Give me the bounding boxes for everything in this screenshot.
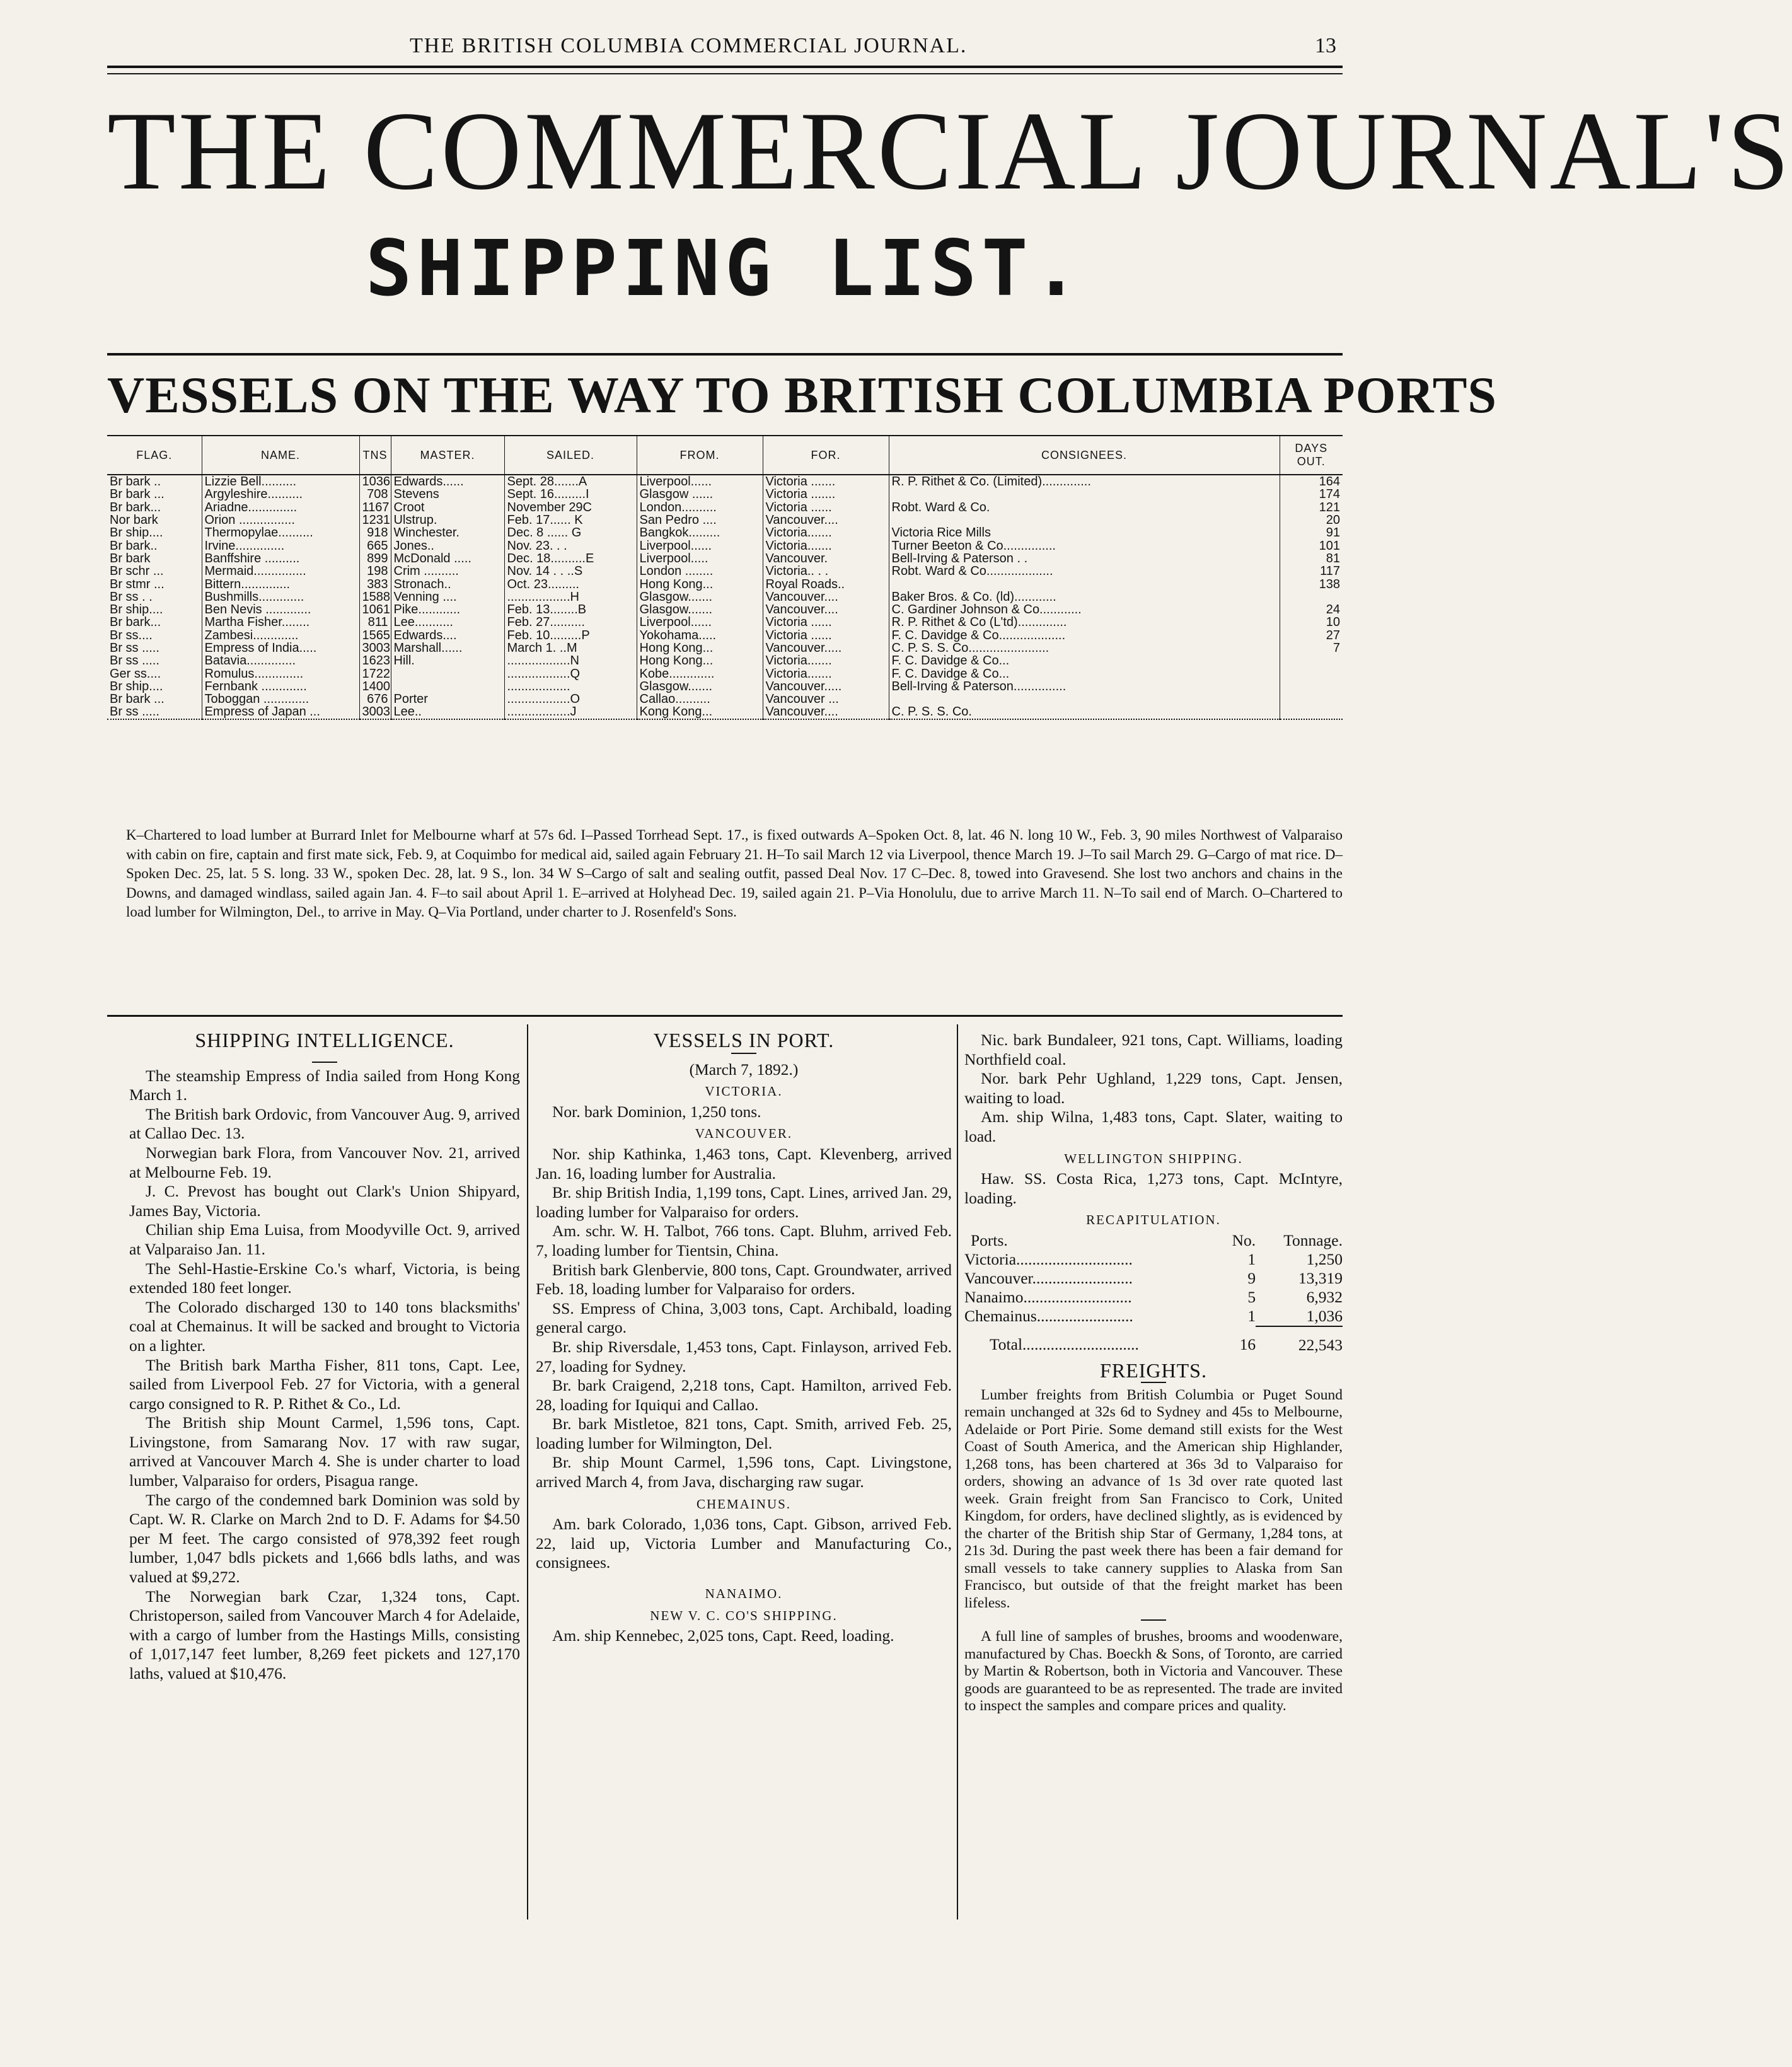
- cell-sailed: November 29C: [504, 501, 637, 514]
- cell-sailed: March 1. ..M: [504, 642, 637, 654]
- cell-flag: Br bark ...: [110, 692, 165, 707]
- cell-name: Zambesi.............: [202, 629, 359, 642]
- cell-for: Vancouver....: [763, 705, 889, 719]
- cell-for: Victoria.......: [763, 539, 889, 552]
- cell-name: Ben Nevis .............: [202, 603, 359, 616]
- recap-count: 1: [1247, 1307, 1256, 1326]
- table-row: [107, 577, 1343, 590]
- cell-from: Kong Kong...: [637, 705, 763, 719]
- cell-tons: 811: [359, 616, 391, 628]
- cell-tons: 1588: [359, 591, 391, 603]
- cell-sailed: Oct. 23.........: [504, 577, 637, 590]
- vessel-entry: Br. ship Riversdale, 1,453 tons, Capt. Finlayson, arrived Feb. 27, loading for Sydney.: [536, 1337, 952, 1375]
- table-row: [107, 552, 1343, 565]
- vessel-entry: Haw. SS. Costa Rica, 1,273 tons, Capt. McIntyre, loading.: [964, 1169, 1343, 1207]
- shipping-list-title: SHIPPING LIST.: [365, 224, 1085, 313]
- table-row: [107, 629, 1343, 642]
- cell-sailed: Feb. 10.........P: [504, 629, 637, 642]
- cell-master: Crim ..........: [391, 565, 504, 577]
- news-item: The cargo of the condemned bark Dominion was sold by Capt. W. R. Clarke on March 2nd to D. F. Adams for $4.50 per M feet. The cargo consisted of 978,392 feet rough lumber, 1,047 bdls pickets and 1,666 bdls laths, and was valued at $9,272.: [129, 1490, 520, 1587]
- cell-flag: Br ship....: [110, 679, 163, 693]
- cell-flag: Br bark...: [110, 500, 161, 514]
- cell-from: Glasgow.......: [637, 603, 763, 616]
- separator-rule: [1141, 1619, 1166, 1621]
- cell-sailed: Sept. 16.........I: [504, 488, 637, 501]
- cell-days-out: [1280, 654, 1343, 667]
- table-row: [107, 539, 1343, 552]
- cell-consignees: F. C. Davidge & Co...: [889, 654, 1280, 667]
- cell-name: Batavia..............: [202, 654, 359, 667]
- col-days-out: DAYS OUT.: [1280, 436, 1343, 475]
- cell-days-out: 121: [1280, 501, 1343, 514]
- cell-for: Vancouver....: [763, 591, 889, 603]
- running-head-title: THE BRITISH COLUMBIA COMMERCIAL JOURNAL.: [410, 34, 968, 57]
- vessel-entry: Br. ship Mount Carmel, 1,596 tons, Capt. Livingstone, arrived March 4, from Java, discharging raw sugar.: [536, 1453, 952, 1491]
- table-row: [107, 616, 1343, 628]
- cell-consignees: [889, 514, 1280, 526]
- cell-days-out: 7: [1280, 642, 1343, 654]
- cell-tons: 1167: [359, 501, 391, 514]
- brushes-notice: A full line of samples of brushes, brooms and woodenware, manufactured by Chas. Boeckh & Sons, of Toronto, are carried by Martin & Robertson, both in Victoria and Vancouver. These goods are guaranteed to be as represented. The trade are invited to inspect the samples and compare prices and quality.: [964, 1628, 1343, 1715]
- col-name: NAME.: [202, 436, 359, 475]
- cell-from: Liverpool......: [637, 539, 763, 552]
- cell-flag: Br ss .....: [110, 654, 159, 668]
- recap-count: 1: [1247, 1249, 1256, 1268]
- cell-sailed: ..................H: [504, 591, 637, 603]
- col-for: FOR.: [763, 436, 889, 475]
- cell-days-out: 101: [1280, 539, 1343, 552]
- cell-days-out: [1280, 680, 1343, 693]
- cell-from: Kobe.............: [637, 667, 763, 680]
- cell-for: Victoria.. . .: [763, 565, 889, 577]
- recap-row: [964, 1269, 1343, 1288]
- cell-flag: Br bark: [110, 551, 151, 565]
- vessels-table: [107, 435, 1343, 720]
- cell-days-out: 117: [1280, 565, 1343, 577]
- notes-rule: [107, 1015, 1343, 1017]
- recap-row: [964, 1307, 1343, 1326]
- cell-consignees: C. P. S. S. Co.......................: [889, 642, 1280, 654]
- table-row: [107, 705, 1343, 719]
- cell-sailed: ..................N: [504, 654, 637, 667]
- vessel-entry: Nic. bark Bundaleer, 921 tons, Capt. Williams, loading Northfield coal.: [964, 1031, 1343, 1068]
- cell-tons: 1036: [359, 475, 391, 488]
- news-item: The British ship Mount Carmel, 1,596 tons, Capt. Livingstone, from Samarang Nov. 17 with raw sugar, arrived at Vancouver March 4. She is under charter to load lumber, Valparaiso for orders, Pisagua range.: [129, 1413, 520, 1490]
- col-consignees: CONSIGNEES.: [889, 436, 1280, 475]
- recap-total-tonnage: 22,543: [1298, 1335, 1343, 1354]
- cell-name: Orion ................: [202, 514, 359, 526]
- cell-tons: 1623: [359, 654, 391, 667]
- col-sailed: SAILED.: [504, 436, 637, 475]
- recap-row: [964, 1250, 1343, 1269]
- cell-name: Martha Fisher........: [202, 616, 359, 628]
- recapitulation-heading: RECAPITULATION.: [1086, 1212, 1221, 1228]
- vessel-entry: Am. ship Wilna, 1,483 tons, Capt. Slater, waiting to load.: [964, 1108, 1343, 1145]
- column-rule-1: [527, 1024, 528, 1919]
- cell-name: Romulus..............: [202, 667, 359, 680]
- cell-days-out: [1280, 705, 1343, 719]
- cell-master: [391, 680, 504, 693]
- cell-for: Vancouver.: [763, 552, 889, 565]
- cell-for: Vancouver....: [763, 603, 889, 616]
- cell-master: Edwards....: [391, 629, 504, 642]
- cell-tons: 1400: [359, 680, 391, 693]
- cell-name: Bittern..............: [202, 577, 359, 590]
- cell-flag: Nor bark: [110, 513, 158, 528]
- cell-sailed: ..................J: [504, 705, 637, 719]
- cell-flag: Br ship....: [110, 603, 163, 617]
- freights-title: FREIGHTS.: [1100, 1358, 1207, 1382]
- cell-tons: 383: [359, 577, 391, 590]
- recap-col-ports: Ports.: [971, 1230, 1008, 1249]
- title-rule: [731, 1053, 756, 1054]
- recap-port: Nanaimo...........................: [964, 1287, 1132, 1306]
- cell-days-out: 24: [1280, 603, 1343, 616]
- cell-master: Marshall......: [391, 642, 504, 654]
- vessel-entry: Nor. bark Pehr Ughland, 1,229 tons, Capt. Jensen, waiting to load.: [964, 1069, 1343, 1107]
- cell-from: London ........: [637, 565, 763, 577]
- news-item: The British bark Ordovic, from Vancouver Aug. 9, arrived at Callao Dec. 13.: [129, 1104, 520, 1143]
- table-row: [107, 693, 1343, 705]
- cell-for: Vancouver.....: [763, 680, 889, 693]
- table-row: [107, 514, 1343, 526]
- victoria-heading: VICTORIA.: [705, 1084, 783, 1099]
- news-item: Norwegian bark Flora, from Vancouver Nov. 21, arrived at Melbourne Feb. 19.: [129, 1143, 520, 1181]
- table-row: [107, 654, 1343, 667]
- cell-days-out: 81: [1280, 552, 1343, 565]
- vessel-entry: Br. bark Craigend, 2,218 tons, Capt. Hamilton, arrived Feb. 28, loading for Iquiqui and Callao.: [536, 1376, 952, 1414]
- cell-consignees: Robt. Ward & Co.: [889, 501, 1280, 514]
- shipping-intelligence-column: [129, 1031, 520, 1684]
- vessel-entry: British bark Glenbervie, 800 tons, Capt. Groundwater, arrived Feb. 18, loading lumber for Valparaiso for orders.: [536, 1260, 952, 1299]
- news-item: The steamship Empress of India sailed from Hong Kong March 1.: [129, 1066, 520, 1104]
- cell-flag: Br ss....: [110, 628, 153, 642]
- cell-sailed: ..................Q: [504, 667, 637, 680]
- cell-consignees: R. P. Rithet & Co (L'td)..............: [889, 616, 1280, 628]
- cell-consignees: Robt. Ward & Co...................: [889, 565, 1280, 577]
- cell-for: Vancouver ...: [763, 693, 889, 705]
- cell-from: Liverpool......: [637, 616, 763, 628]
- cell-for: Royal Roads..: [763, 577, 889, 590]
- cell-for: Victoria.......: [763, 526, 889, 539]
- table-header-row: [107, 436, 1343, 475]
- recap-total-label: Total.............................: [990, 1335, 1139, 1354]
- cell-name: Thermopylae..........: [202, 526, 359, 539]
- cell-consignees: [889, 488, 1280, 501]
- recap-tonnage: 1,250: [1306, 1249, 1343, 1268]
- masthead: THE COMMERCIAL JOURNAL'S: [107, 88, 1792, 213]
- recap-total-count: 16: [1239, 1335, 1256, 1354]
- cell-consignees: C. Gardiner Johnson & Co............: [889, 603, 1280, 616]
- news-item: The Norwegian bark Czar, 1,324 tons, Capt. Christoperson, sailed from Vancouver March 4 for Adelaide, with a cargo of lumber from the Hastings Mills, consisting of 1,017,147 feet lumber, 8,269 feet pickets and 127,170 laths, valued at $10,476.: [129, 1587, 520, 1682]
- right-column: [964, 1031, 1343, 1715]
- cell-for: Victoria ......: [763, 501, 889, 514]
- cell-name: Fernbank .............: [202, 680, 359, 693]
- cell-master: Edwards......: [391, 475, 504, 488]
- col-master: MASTER.: [391, 436, 504, 475]
- cell-master: Stronach..: [391, 577, 504, 590]
- cell-master: Pike............: [391, 603, 504, 616]
- cell-name: Bushmills.............: [202, 591, 359, 603]
- cell-sailed: ..................: [504, 680, 637, 693]
- cell-name: Toboggan .............: [202, 693, 359, 705]
- cell-consignees: Turner Beeton & Co...............: [889, 539, 1280, 552]
- cell-master: Lee...........: [391, 616, 504, 628]
- shipping-intelligence-title: SHIPPING INTELLIGENCE.: [195, 1029, 454, 1051]
- cell-name: Irvine..............: [202, 539, 359, 552]
- news-item: The British bark Martha Fisher, 811 tons, Capt. Lee, sailed from Liverpool Feb. 27 for Victoria, with a general cargo consigned to R. P. Rithet & Co., Ld.: [129, 1355, 520, 1413]
- recap-port: Chemainus........................: [964, 1307, 1133, 1326]
- cell-from: Hong Kong...: [637, 577, 763, 590]
- cell-sailed: Nov. 14 . . ..S: [504, 565, 637, 577]
- table-row: [107, 603, 1343, 616]
- recap-tonnage: 13,319: [1298, 1268, 1343, 1287]
- cell-consignees: Bell-Irving & Paterson...............: [889, 680, 1280, 693]
- news-item: J. C. Prevost has bought out Clark's Union Shipyard, James Bay, Victoria.: [129, 1182, 520, 1220]
- cell-flag: Br schr ...: [110, 564, 164, 579]
- cell-master: [391, 667, 504, 680]
- cell-sailed: Sept. 28.......A: [504, 475, 637, 488]
- cell-days-out: 138: [1280, 577, 1343, 590]
- cell-consignees: [889, 693, 1280, 705]
- cell-consignees: R. P. Rithet & Co. (Limited)..............: [889, 475, 1280, 488]
- cell-consignees: [889, 577, 1280, 590]
- cell-sailed: ..................O: [504, 693, 637, 705]
- cell-from: Liverpool......: [637, 475, 763, 488]
- cell-days-out: 91: [1280, 526, 1343, 539]
- cell-master: Ulstrup.: [391, 514, 504, 526]
- recap-row: [964, 1288, 1343, 1307]
- vessel-entry: Nor. ship Kathinka, 1,463 tons, Capt. Klevenberg, arrived Jan. 16, loading lumber for Australia.: [536, 1144, 952, 1183]
- cell-for: Victoria ......: [763, 616, 889, 628]
- header-rule: [107, 66, 1343, 68]
- table-row: [107, 475, 1343, 488]
- cell-from: London..........: [637, 501, 763, 514]
- cell-consignees: Bell-Irving & Paterson . .: [889, 552, 1280, 565]
- table-notes: K–Chartered to load lumber at Burrard Inlet for Melbourne wharf at 57s 6d. I–Passed Torrhead Sept. 17., is fixed outwards A–Spoken Oct. 8, lat. 46 N. long 10 W., Feb. 3, 90 miles Northwest of Valparaiso with cabin on fire, captain and first mate sick, Feb. 9, at Coquimbo for medical aid, sailed again February 21. H–To sail March 12 via Liverpool, thence March 19. J–To sail March 29. G–Cargo of mat rice. D–Spoken Dec. 25, lat. 5 S. long. 33 W., spoken Dec. 28, lat. 9 S., lon. 34 W S–Cargo of salt and sealing outfit, passed Deal Nov. 17 C–Dec. 8, towed into Gravesend. She lost two anchors and chains in the Downs, and damaged windlass, sailed again Jan. 4. F–to sail about April 1. E–arrived at Holyhead Dec. 19, sailed again 21. P–Via Honolulu, due to arrive March 11. N–To sail end of March. O–Chartered to load lumber for Wilmington, Del., to arrive in May. Q–Via Portland, under charter to J. Rosenfeld's Sons.: [126, 827, 1343, 920]
- vessel-entry: Am. ship Kennebec, 2,025 tons, Capt. Reed, loading.: [552, 1626, 894, 1645]
- table-row: [107, 667, 1343, 680]
- cell-master: Winchester.: [391, 526, 504, 539]
- recap-total-row: [964, 1326, 1343, 1355]
- cell-consignees: C. P. S. S. Co.: [889, 705, 1280, 719]
- cell-name: Ariadne..............: [202, 501, 359, 514]
- cell-flag: Br ss . .: [110, 589, 153, 604]
- column-rule-2: [957, 1024, 958, 1919]
- cell-days-out: 164: [1280, 475, 1343, 488]
- cell-sailed: Nov. 23. . .: [504, 539, 637, 552]
- vessel-entry: Am. bark Colorado, 1,036 tons, Capt. Gibson, arrived Feb. 22, laid up, Victoria Lumber and Manufacturing Co., consignees.: [536, 1515, 952, 1572]
- table-row: [107, 680, 1343, 693]
- cell-consignees: F. C. Davidge & Co...: [889, 667, 1280, 680]
- cell-master: McDonald .....: [391, 552, 504, 565]
- vessel-entry: Br. bark Mistletoe, 821 tons, Capt. Smith, arrived Feb. 25, loading lumber for Wilmington, Del.: [536, 1415, 952, 1452]
- recap-header-row: [964, 1231, 1343, 1250]
- cell-sailed: Feb. 27..........: [504, 616, 637, 628]
- cell-name: Argyleshire..........: [202, 488, 359, 501]
- cell-name: Empress of India.....: [202, 642, 359, 654]
- cell-from: Liverpool.....: [637, 552, 763, 565]
- cell-from: Glasgow.......: [637, 680, 763, 693]
- cell-flag: Br stmr ...: [110, 577, 165, 591]
- table-row: [107, 565, 1343, 577]
- cell-tons: 3003: [359, 705, 391, 719]
- wellington-heading: WELLINGTON SHIPPING.: [1064, 1150, 1243, 1166]
- recap-col-no: No.: [1232, 1230, 1256, 1249]
- cell-tons: 676: [359, 693, 391, 705]
- vessel-entry: Nor. bark Dominion, 1,250 tons.: [552, 1102, 761, 1121]
- cell-sailed: Dec. 8 ...... G: [504, 526, 637, 539]
- cell-days-out: 10: [1280, 616, 1343, 628]
- running-head: [107, 34, 1336, 59]
- cell-master: Hill.: [391, 654, 504, 667]
- news-item: The Sehl-Hastie-Erskine Co.'s wharf, Victoria, is being extended 180 feet longer.: [129, 1259, 520, 1297]
- cell-tons: 198: [359, 565, 391, 577]
- cell-consignees: Baker Bros. & Co. (ld)............: [889, 591, 1280, 603]
- cell-sailed: Feb. 13........B: [504, 603, 637, 616]
- recap-tonnage: 1,036: [1256, 1307, 1343, 1326]
- cell-master: Porter: [391, 693, 504, 705]
- cell-for: Vancouver.....: [763, 642, 889, 654]
- page-number: 13: [1315, 34, 1336, 57]
- cell-flag: Br bark ..: [110, 475, 161, 489]
- news-item: The Colorado discharged 130 to 140 tons blacksmiths' coal at Chemainus. It will be sacked and brought to Victoria on a lighter.: [129, 1297, 520, 1355]
- cell-from: Yokohama.....: [637, 629, 763, 642]
- cell-tons: 899: [359, 552, 391, 565]
- cell-master: Venning ....: [391, 591, 504, 603]
- table-row: [107, 501, 1343, 514]
- cell-tons: 918: [359, 526, 391, 539]
- cell-from: Glasgow ......: [637, 488, 763, 501]
- cell-flag: Br ss .....: [107, 705, 202, 719]
- vessel-entry: Br. ship British India, 1,199 tons, Capt. Lines, arrived Jan. 29, loading lumber for Valparaiso for orders.: [536, 1183, 952, 1221]
- section-title: VESSELS ON THE WAY TO BRITISH COLUMBIA PORTS: [107, 366, 1498, 424]
- cell-tons: 1722: [359, 667, 391, 680]
- table-row: [107, 526, 1343, 539]
- cell-tons: 1061: [359, 603, 391, 616]
- cell-tons: 708: [359, 488, 391, 501]
- col-flag: FLAG.: [107, 436, 202, 475]
- recap-count: 5: [1247, 1287, 1256, 1306]
- cell-tons: 1231: [359, 514, 391, 526]
- cell-name: Mermaid...............: [202, 565, 359, 577]
- cell-tons: 1565: [359, 629, 391, 642]
- cell-for: Vancouver....: [763, 514, 889, 526]
- recap-col-tonnage: Tonnage.: [1283, 1230, 1343, 1249]
- vessel-entry: Am. schr. W. H. Talbot, 766 tons. Capt. Bluhm, arrived Feb. 7, loading lumber for Tientsin, China.: [536, 1222, 952, 1259]
- cell-days-out: [1280, 591, 1343, 603]
- cell-for: Victoria.......: [763, 654, 889, 667]
- cell-for: Victoria .......: [763, 475, 889, 488]
- recap-count: 9: [1247, 1268, 1256, 1287]
- cell-from: Hong Kong...: [637, 642, 763, 654]
- recapitulation-table: [964, 1231, 1343, 1355]
- table-row: [107, 642, 1343, 654]
- recap-tonnage: 6,932: [1306, 1287, 1343, 1306]
- cell-days-out: 174: [1280, 488, 1343, 501]
- col-tons: TNS: [359, 436, 391, 475]
- cell-tons: 665: [359, 539, 391, 552]
- recap-port: Victoria.............................: [964, 1249, 1133, 1268]
- cell-from: Callao..........: [637, 693, 763, 705]
- cell-name: Banffshire ..........: [202, 552, 359, 565]
- cell-name: Empress of Japan ...: [202, 705, 359, 719]
- cell-for: Victoria.......: [763, 667, 889, 680]
- cell-days-out: 27: [1280, 629, 1343, 642]
- cell-days-out: 20: [1280, 514, 1343, 526]
- cell-days-out: [1280, 693, 1343, 705]
- cell-from: San Pedro ....: [637, 514, 763, 526]
- cell-from: Hong Kong...: [637, 654, 763, 667]
- table-row: [107, 488, 1343, 501]
- section-rule: [107, 353, 1343, 356]
- recap-port: Vancouver.........................: [964, 1268, 1133, 1287]
- cell-for: Victoria ......: [763, 629, 889, 642]
- cell-days-out: [1280, 667, 1343, 680]
- cell-tons: 3003: [359, 642, 391, 654]
- cell-flag: Ger ss....: [110, 666, 161, 681]
- cell-sailed: Dec. 18..........E: [504, 552, 637, 565]
- cell-master: Lee..: [391, 705, 504, 719]
- cell-flag: Br bark..: [110, 538, 158, 553]
- chemainus-heading: CHEMAINUS.: [696, 1496, 792, 1512]
- port-list-date: (March 7, 1892.): [689, 1060, 799, 1079]
- vancouver-heading: VANCOUVER.: [695, 1126, 793, 1142]
- vessels-in-port-title: VESSELS IN PORT.: [653, 1029, 835, 1051]
- cell-flag: Br ss .....: [110, 641, 159, 655]
- cell-flag: Br bark ...: [110, 487, 165, 502]
- nanaimo-subheading: NEW V. C. CO'S SHIPPING.: [650, 1607, 838, 1623]
- nanaimo-heading: NANAIMO.: [705, 1586, 783, 1602]
- cell-master: Stevens: [391, 488, 504, 501]
- table-row: [107, 591, 1343, 603]
- cell-sailed: Feb. 17...... K: [504, 514, 637, 526]
- col-from: FROM.: [637, 436, 763, 475]
- vessels-in-port-column: [536, 1031, 952, 1646]
- freights-text: Lumber freights from British Columbia or Puget Sound remain unchanged at 32s 6d to Sydney and 45s to Melbourne, Adelaide or Port Pirie. Some demand still exists for the West Coast of South America, and the American ship Highlander, 1,268 tons, has been chartered at 36s 3d to Valparaiso for orders, showing an advance of 1s 3d over rate quoted last week. Grain freight from San Francisco to Cork, United Kingdom, for orders, have declined slightly, as is evidenced by the charter of the British ship Star of Germany, 1,284 tons, at 21s 3d. During the past week there has been a fair demand for small vessels to take cannery supplies to Alaska from San Francisco, but outside of that the freight market has been lifeless.: [964, 1386, 1343, 1611]
- cell-flag: Br bark...: [110, 615, 161, 630]
- cell-master: Jones..: [391, 539, 504, 552]
- vessel-entry: SS. Empress of China, 3,003 tons, Capt. Archibald, loading general cargo.: [536, 1299, 952, 1337]
- cell-name: Lizzie Bell..........: [202, 475, 359, 488]
- cell-flag: Br ship....: [110, 526, 163, 540]
- cell-master: Croot: [391, 501, 504, 514]
- title-rule: [312, 1062, 337, 1063]
- cell-from: Bangkok.........: [637, 526, 763, 539]
- cell-consignees: Victoria Rice Mills: [889, 526, 1280, 539]
- cell-for: Victoria .......: [763, 488, 889, 501]
- cell-consignees: F. C. Davidge & Co...................: [889, 629, 1280, 642]
- cell-from: Glasgow.......: [637, 591, 763, 603]
- header-rule-thin: [107, 73, 1343, 74]
- news-item: Chilian ship Ema Luisa, from Moodyville Oct. 9, arrived at Valparaiso Jan. 11.: [129, 1220, 520, 1258]
